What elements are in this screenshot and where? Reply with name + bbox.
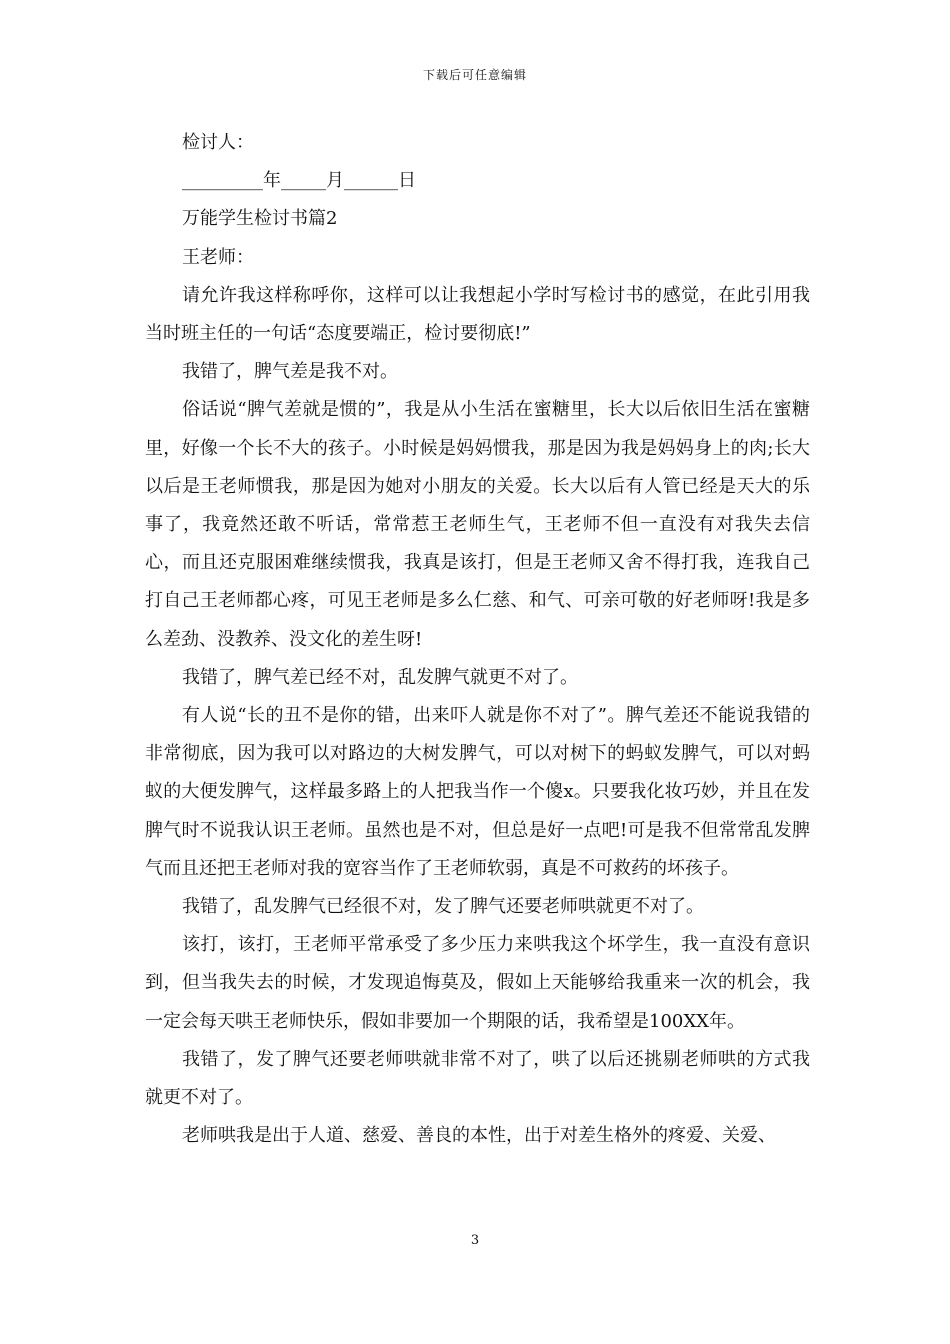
paragraph: 我错了，脾气差已经不对，乱发脾气就更不对了。 [182,666,578,688]
page-header: 下载后可任意编辑 [422,68,527,82]
paragraph: 老师哄我是出于人道、慈爱、善良的本性，出于对差生格外的疼爱、关爱、 [182,1125,776,1147]
paragraph: 该打，该打，王老师平常承受了多少压力来哄我这个坏学生，我一直没有意识到，但当我失去的时候，才发现追悔莫及，假如上天能够给我重来一次的机会，我一定会每天哄王老师快乐，假如非要加一个期限的话，我希望是100XX年。 [145,934,810,1032]
paragraph: 俗话说“脾气差就是惯的”，我是从小生活在蜜糖里，长大以后依旧生活在蜜糖里，好像一个长不大的孩子。小时候是妈妈惯我，那是因为我是妈妈身上的肉;长大以后是王老师惯我，那是因为她对小朋友的关爱。长大以后有人管已经是天大的乐事了，我竟然还敢不听话，常常惹王老师生气，王老师不但一直没有对我失去信心，而且还克服困难继续惯我，我真是该打，但是王老师又舍不得打我，连我自己打自己王老师都心疼，可见王老师是多么仁慈、和气、可亲可敬的好老师呀!我是多么差劲、没教养、没文化的差生呀! [145,399,810,650]
paragraph: 我错了，发了脾气还要老师哄就非常不对了，哄了以后还挑剔老师哄的方式我就更不对了。 [145,1048,810,1109]
signer-label: 检讨人： [182,132,254,153]
paragraph: 我错了，乱发脾气已经很不对，发了脾气还要老师哄就更不对了。 [182,896,704,918]
date-line: _________年_____月______日 [182,170,416,192]
document-body [145,124,810,1155]
salutation: 王老师： [182,246,254,268]
paragraph: 我错了，脾气差是我不对。 [182,361,398,383]
paragraph: 请允许我这样称呼你，这样可以让我想起小学时写检讨书的感觉，在此引用我当时班主任的一句话“态度要端正，检讨要彻底!” [145,284,810,345]
page-number: 3 [470,1233,480,1248]
section-title: 万能学生检讨书篇2 [182,208,338,230]
paragraph: 有人说“长的丑不是你的错，出来吓人就是你不对了”。脾气差还不能说我错的非常彻底，因为我可以对路边的大树发脾气，可以对树下的蚂蚁发脾气，可以对蚂蚁的大便发脾气，这样最多路上的人把我当作一个傻x。只要我化妆巧妙，并且在发脾气时不说我认识王老师。虽然也是不对，但总是好一点吧!可是我不但常常乱发脾气而且还把王老师对我的宽容当作了王老师软弱，真是不可救药的坏孩子。 [145,705,810,879]
